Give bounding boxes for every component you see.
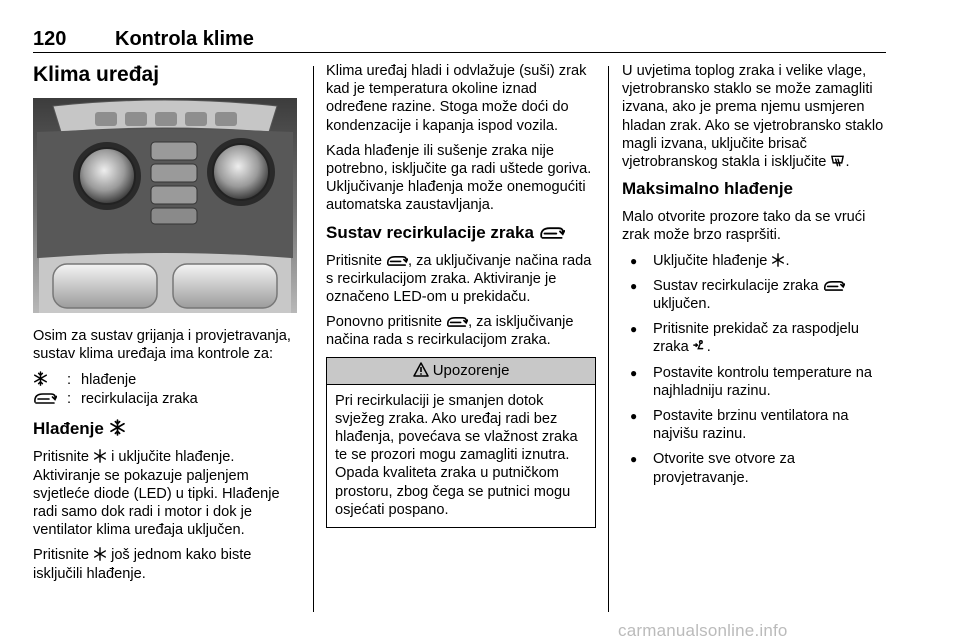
cooling-paragraph-1: Pritisnite i uključite hlađenje. Aktiviranje se pokazuje paljenjem svjetleće diode (LED) u tipki. Hlađenje radi samo dok radi i motor i dok je ventilator klima uređaja uključen. bbox=[33, 449, 280, 539]
cooling-heading: Hlađenje bbox=[33, 418, 303, 440]
max-cooling-heading: Maksimalno hlađenje bbox=[622, 179, 793, 199]
control-label: hlađenje bbox=[81, 371, 137, 388]
control-row-cooling bbox=[33, 370, 303, 389]
warning-title: Upozorenje bbox=[432, 361, 510, 379]
control-label: recirkulacija zraka bbox=[81, 390, 198, 407]
list-item: ● Otvorite sve otvore za provjetravanje. bbox=[622, 450, 892, 486]
page-header bbox=[33, 22, 886, 53]
recirculation-paragraph-1: Pritisnite , za uključivanje načina rada s recirkulacijom zraka. Aktiviranje je označeno LED-om u prekidaču. bbox=[326, 252, 592, 306]
air-distribution-icon bbox=[693, 339, 707, 353]
column-3 bbox=[622, 62, 892, 494]
column-1 bbox=[33, 62, 303, 590]
warning-text: Pri recirkulaciji je smanjen dotok svježeg zraka. Ako uređaj radi bez hlađenja, povećava se vlažnost zraka te se prozori mogu zamagliti iznutra. Opada kvaliteta zraka u putničkom prostoru, zbog čega se putnici mogu osjećati pospano. bbox=[335, 392, 578, 518]
cooling-paragraph-2: Pritisnite još jednom kako biste isključili hlađenje. bbox=[33, 547, 252, 582]
warning-header bbox=[327, 358, 595, 385]
warning-triangle-icon bbox=[413, 362, 429, 377]
windscreen-air-icon bbox=[830, 154, 845, 168]
warning-box bbox=[326, 357, 596, 528]
paragraph-fogging: U uvjetima toplog zraka i velike vlage, vjetrobransko staklo se može zamagliti izvana, ako je prema njemu usmjeren hladan zrak. Ako se vjetrobransko staklo magli izvana, uključite brisač vjetrobranskog stakla i isključite . bbox=[622, 63, 884, 171]
control-row-recirculation bbox=[33, 389, 303, 408]
recirculation-heading: Sustav recirkulacije zraka bbox=[326, 222, 596, 244]
paragraph-fuel-saving: Kada hlađenje ili sušenje zraka nije potrebno, isključite ga radi uštede goriva. Uključivanje hlađenja može onemogućiti automatska zaustavljanja. bbox=[326, 142, 592, 214]
recirculation-icon bbox=[539, 225, 565, 240]
snowflake-icon bbox=[93, 547, 107, 561]
list-item: ● Sustav recirkulacije zraka uključen. bbox=[622, 277, 892, 313]
recirculation-icon bbox=[446, 315, 468, 328]
page-number: 120 bbox=[33, 28, 67, 50]
section-title: Klima uređaj bbox=[33, 63, 160, 86]
column-2 bbox=[326, 62, 596, 528]
snowflake-icon bbox=[109, 419, 126, 436]
column-divider-1 bbox=[313, 66, 314, 612]
recirculation-icon bbox=[33, 391, 57, 405]
list-item: ● Pritisnite prekidač za raspodjelu zraka . bbox=[622, 320, 892, 356]
paragraph-ac-function: Klima uređaj hladi i odvlažuje (suši) zrak kad je temperatura okoline iznad određene razine. Stoga može doći do kondenzacije i kapanja ispod vozila. bbox=[326, 63, 587, 134]
list-item: ● Postavite brzinu ventilatora na najvišu razinu. bbox=[622, 407, 892, 443]
max-cooling-steps bbox=[622, 252, 892, 487]
list-item: ● Postavite kontrolu temperature na najhladniju razinu. bbox=[622, 364, 892, 400]
separator: : bbox=[67, 390, 72, 407]
list-item: ● Uključite hlađenje . bbox=[622, 252, 892, 270]
climate-control-photo bbox=[33, 98, 297, 313]
snowflake-icon bbox=[93, 449, 107, 463]
chapter-title: Kontrola klime bbox=[115, 28, 254, 50]
paragraph-open-windows: Malo otvorite prozore tako da se vrući zrak može brzo raspršiti. bbox=[622, 209, 866, 244]
controls-list bbox=[33, 370, 303, 408]
snowflake-icon bbox=[771, 253, 785, 267]
column-divider-2 bbox=[608, 66, 609, 612]
separator: : bbox=[67, 371, 72, 388]
recirculation-icon bbox=[823, 279, 845, 292]
snowflake-icon bbox=[33, 371, 48, 386]
intro-text: Osim za sustav grijanja i provjetravanja, sustav klima uređaja ima kontrole za: bbox=[33, 328, 291, 363]
recirculation-icon bbox=[386, 254, 408, 267]
recirculation-paragraph-2: Ponovno pritisnite , za isključivanje načina rada s recirkulacijom zraka. bbox=[326, 314, 574, 349]
watermark: carmanualsonline.info bbox=[618, 621, 788, 640]
